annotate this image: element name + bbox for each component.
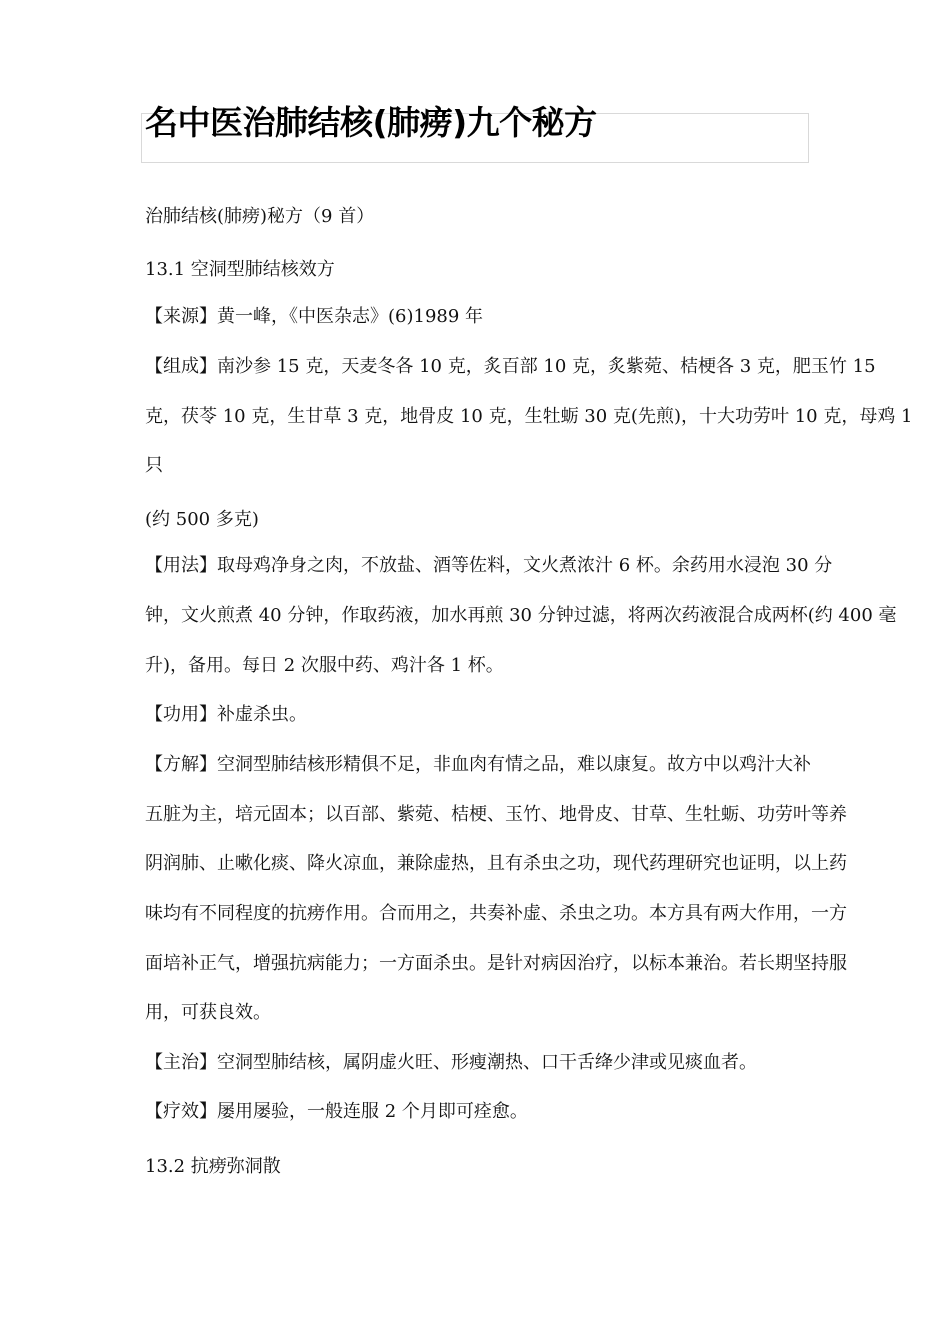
indication-line: 【主治】空洞型肺结核，属阴虚火旺、形瘦潮热、口干舌绛少津或见痰血者。 <box>145 1052 757 1073</box>
explanation-line-3: 阴润肺、止嗽化痰、降火凉血，兼除虚热，且有杀虫之功，现代药理研究也证明，以上药 <box>145 853 847 874</box>
composition-line-1: 【组成】南沙参 15 克，天麦冬各 10 克，炙百部 10 克，炙紫菀、桔梗各 3 克，肥玉竹 15 <box>145 356 876 377</box>
section-heading-13-2: 13.2 抗痨弥洞散 <box>145 1156 281 1177</box>
usage-line-3: 升)，备用。每日 2 次服中药、鸡汁各 1 杯。 <box>145 655 504 676</box>
efficacy-line: 【疗效】屡用屡验，一般连服 2 个月即可痊愈。 <box>145 1101 528 1122</box>
composition-line-4: (约 500 多克) <box>145 509 259 530</box>
explanation-line-1: 【方解】空洞型肺结核形精俱不足，非血肉有情之品，难以康复。故方中以鸡汁大补 <box>145 754 811 775</box>
composition-line-2: 克，茯苓 10 克，生甘草 3 克，地骨皮 10 克，生牡蛎 30 克(先煎)，十大功劳叶 10 克，母鸡 1 <box>145 406 913 427</box>
usage-line-1: 【用法】取母鸡净身之肉，不放盐、酒等佐料，文火煮浓汁 6 杯。余药用水浸泡 30 分 <box>145 555 833 576</box>
subtitle: 治肺结核(肺痨)秘方（9 首） <box>145 206 375 227</box>
composition-line-3: 只 <box>145 455 163 476</box>
source-line: 【来源】黄一峰，《中医杂志》(6)1989 年 <box>145 306 484 327</box>
explanation-line-2: 五脏为主，培元固本；以百部、紫菀、桔梗、玉竹、地骨皮、甘草、生牡蛎、功劳叶等养 <box>145 804 847 825</box>
explanation-line-5: 面培补正气，增强抗病能力；一方面杀虫。是针对病因治疗，以标本兼治。若长期坚持服 <box>145 953 847 974</box>
page-title: 名中医治肺结核(肺痨)九个秘方 <box>145 103 597 142</box>
usage-line-2: 钟，文火煎煮 40 分钟，作取药液，加水再煎 30 分钟过滤，将两次药液混合成两杯(约 400 毫 <box>145 605 897 626</box>
explanation-line-6: 用，可获良效。 <box>145 1002 271 1023</box>
explanation-line-4: 味均有不同程度的抗痨作用。合而用之，共奏补虚、杀虫之功。本方具有两大作用，一方 <box>145 903 847 924</box>
function-line: 【功用】补虚杀虫。 <box>145 704 307 725</box>
section-heading-13-1: 13.1 空洞型肺结核效方 <box>145 259 335 280</box>
